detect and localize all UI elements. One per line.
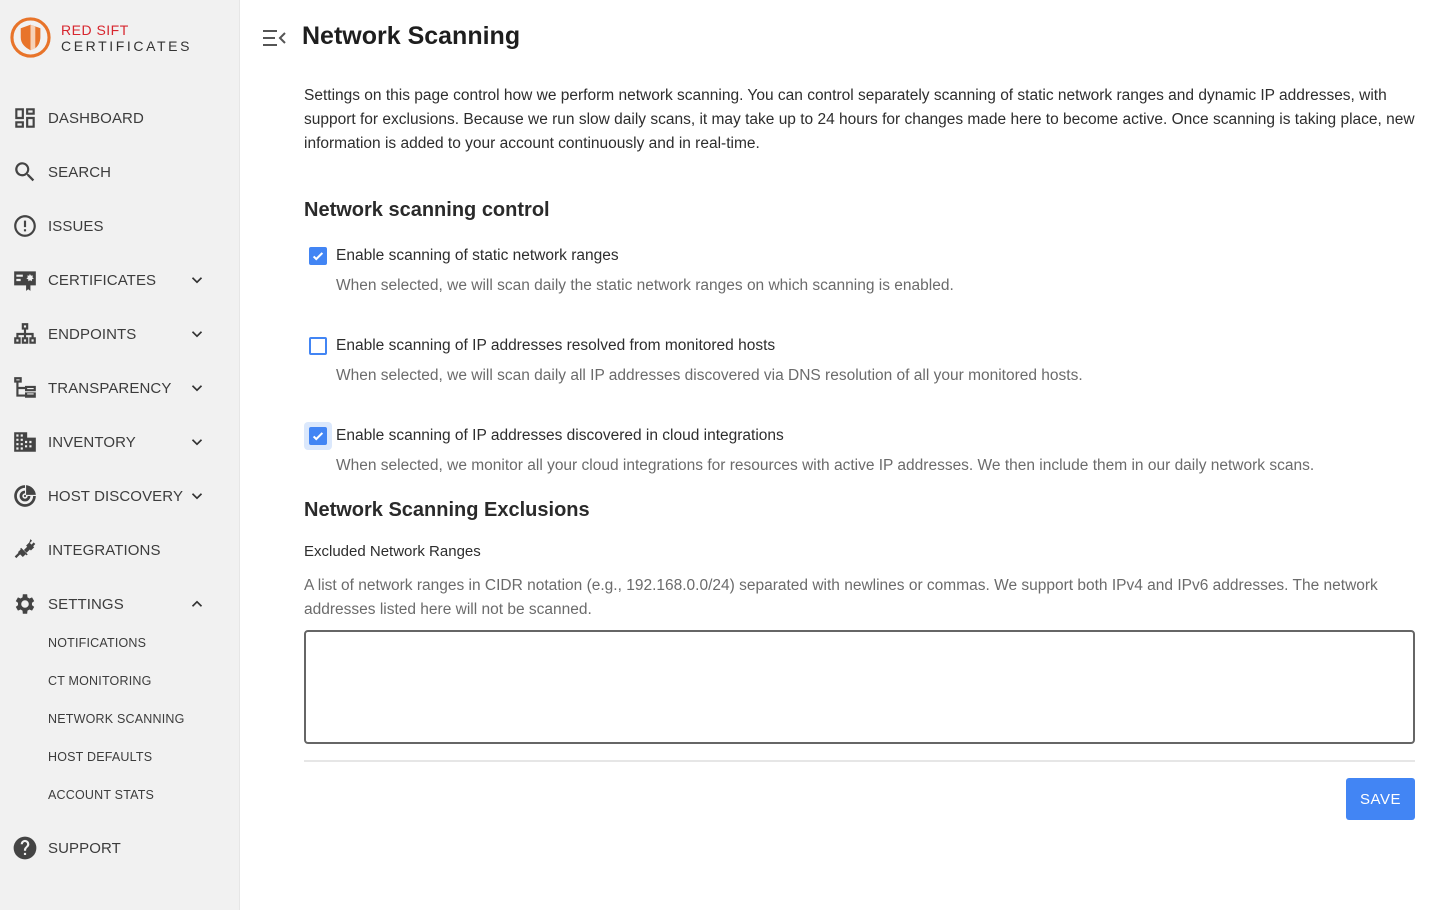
sidebar-subitem-notifications[interactable]: NOTIFICATIONS xyxy=(48,636,147,650)
chevron-down-icon[interactable] xyxy=(188,433,206,451)
chevron-down-icon[interactable] xyxy=(188,325,206,343)
sidebar-item-integrations[interactable]: INTEGRATIONS xyxy=(0,530,240,570)
gear-icon xyxy=(12,591,38,617)
search-icon xyxy=(12,159,38,185)
hierarchy-icon xyxy=(12,375,38,401)
excluded-ranges-help: A list of network ranges in CIDR notation (e.g., 192.168.0.0/24) separated with newlines or commas. We support both IPv4 and IPv6 addresses. The network addresses listed here will not be scanned. xyxy=(304,577,1378,618)
check-icon xyxy=(311,429,325,443)
chevron-down-icon[interactable] xyxy=(188,487,206,505)
checkbox-help: When selected, we will scan daily all IP addresses discovered via DNS resolution of all your monitored hosts. xyxy=(336,367,1083,384)
check-icon xyxy=(311,249,325,263)
chevron-up-icon[interactable] xyxy=(188,595,206,613)
page-title: Network Scanning xyxy=(302,22,521,50)
chevron-down-icon[interactable] xyxy=(188,271,206,289)
main-content xyxy=(240,0,1449,910)
sidebar-item-support[interactable]: SUPPORT xyxy=(0,828,240,868)
divider xyxy=(304,760,1415,762)
sidebar-subitem-host-defaults[interactable]: HOST DEFAULTS xyxy=(48,750,153,764)
sidebar-item-host-discovery[interactable]: HOST DISCOVERY xyxy=(0,476,240,516)
sidebar xyxy=(0,0,240,910)
radar-icon xyxy=(12,483,38,509)
intro-text: Settings on this page control how we perform network scanning. You can control separately scanning of static network ranges and dynamic IP addresses, with support for exclusions. Because we run slow daily scans, it may take up to 24 hours for changes made here to become active. Once scanning is taking place, new information is added to your account continuously and in real-time. xyxy=(304,87,1415,152)
sidebar-item-issues[interactable]: ISSUES xyxy=(0,206,240,246)
checkbox-static-ranges[interactable] xyxy=(304,242,332,270)
checkbox-help: When selected, we will scan daily the static network ranges on which scanning is enabled. xyxy=(336,277,954,294)
checkbox-label[interactable]: Enable scanning of static network ranges xyxy=(336,247,619,264)
option-cloud-ips xyxy=(304,422,784,450)
option-resolved-ips xyxy=(304,332,775,360)
network-tree-icon xyxy=(12,321,38,347)
checkbox-cloud-ips[interactable] xyxy=(304,422,332,450)
excluded-ranges-label: Excluded Network Ranges xyxy=(304,543,481,560)
sidebar-item-endpoints[interactable]: ENDPOINTS xyxy=(0,314,240,354)
alert-circle-icon xyxy=(12,213,38,239)
excluded-ranges-input[interactable] xyxy=(304,630,1415,744)
checkbox-label[interactable]: Enable scanning of IP addresses discovered in cloud integrations xyxy=(336,427,784,444)
section-title-control: Network scanning control xyxy=(304,199,550,221)
checkbox-resolved-ips[interactable] xyxy=(304,332,332,360)
sidebar-subitem-account-stats[interactable]: ACCOUNT STATS xyxy=(48,788,155,802)
shield-icon xyxy=(10,17,51,58)
sidebar-subitem-network-scanning[interactable]: NETWORK SCANNING xyxy=(48,712,185,726)
help-circle-icon xyxy=(12,835,38,861)
sidebar-item-inventory[interactable]: INVENTORY xyxy=(0,422,240,462)
dashboard-icon xyxy=(12,105,38,131)
sidebar-subitem-ct-monitoring[interactable]: CT MONITORING xyxy=(48,674,152,688)
sidebar-item-certificates[interactable]: CERTIFICATES xyxy=(0,260,240,300)
checkbox-label[interactable]: Enable scanning of IP addresses resolved from monitored hosts xyxy=(336,337,776,354)
save-button[interactable]: SAVE xyxy=(1346,778,1415,820)
checkbox-help: When selected, we monitor all your cloud integrations for resources with active IP addresses. We then include them in our daily network scans. xyxy=(336,457,1315,474)
option-static-ranges xyxy=(304,242,619,270)
sidebar-item-search[interactable]: SEARCH xyxy=(0,152,240,192)
section-title-exclusions: Network Scanning Exclusions xyxy=(304,499,590,521)
sidebar-item-dashboard[interactable]: DASHBOARD xyxy=(0,98,240,138)
product-name: CERTIFICATES xyxy=(61,37,193,54)
chevron-down-icon[interactable] xyxy=(188,379,206,397)
sidebar-item-settings[interactable]: SETTINGS xyxy=(0,584,240,624)
brand-name: RED SIFT xyxy=(61,21,129,38)
plug-icon xyxy=(12,537,38,563)
menu-collapse-icon[interactable] xyxy=(261,28,287,48)
certificate-icon xyxy=(12,267,38,293)
sidebar-item-transparency[interactable]: TRANSPARENCY xyxy=(0,368,240,408)
building-icon xyxy=(12,429,38,455)
brand-logo[interactable] xyxy=(10,17,192,58)
